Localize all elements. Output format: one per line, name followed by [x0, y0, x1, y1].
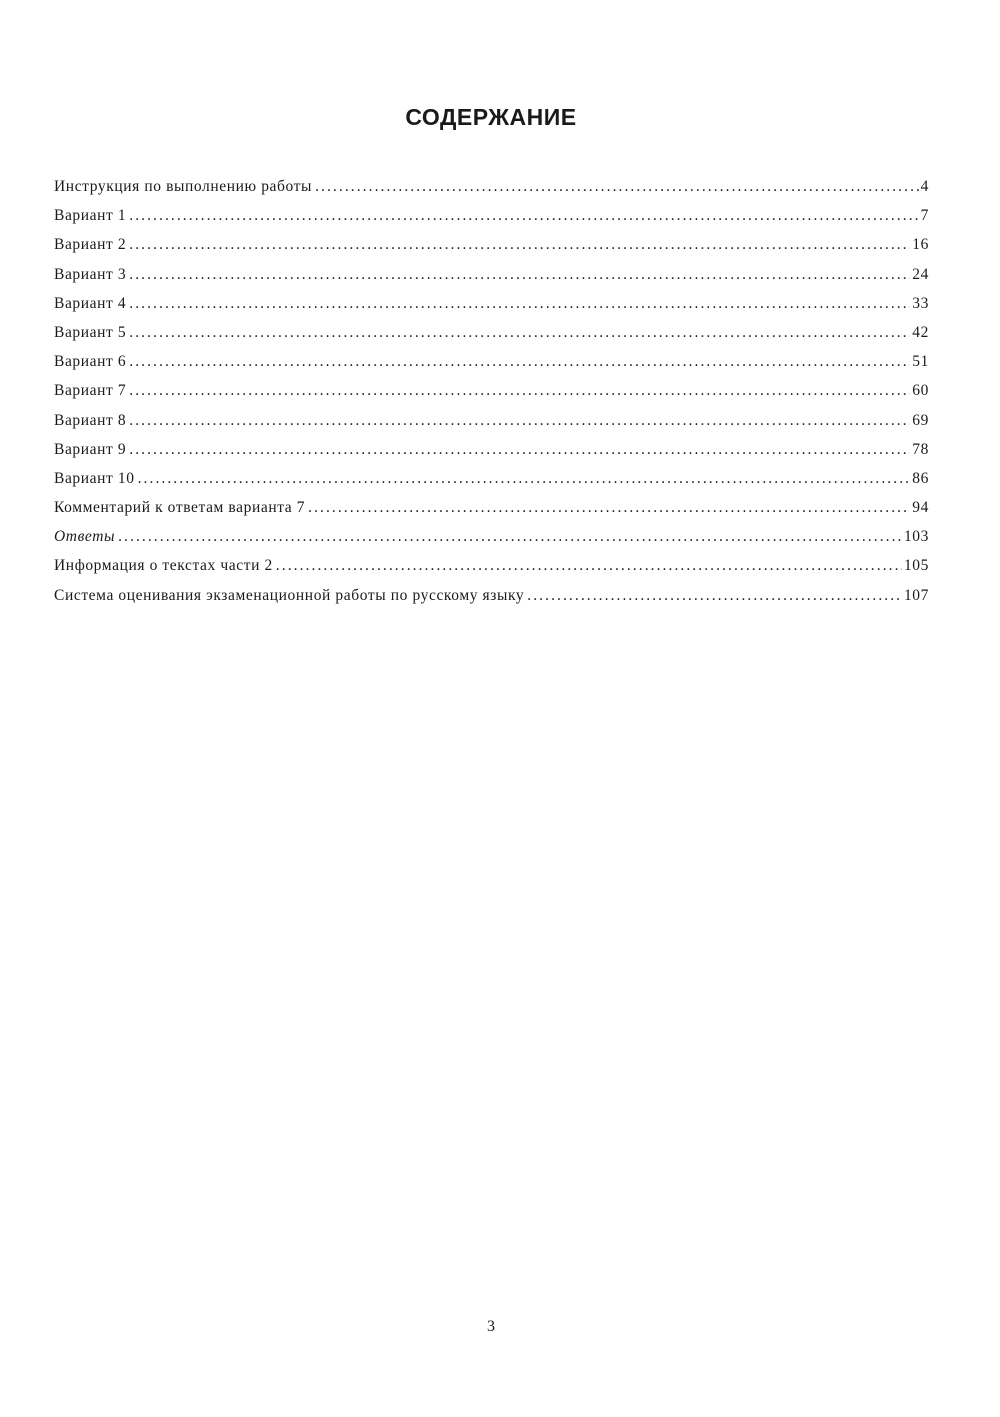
toc-entry-page: 51: [912, 353, 929, 371]
toc-entry-label: Комментарий к ответам варианта 7: [54, 499, 306, 517]
toc-entry-label: Вариант 4: [54, 294, 127, 312]
toc-entry-texts-info[interactable]: [54, 551, 929, 580]
toc-entry-label: Вариант 7: [54, 382, 127, 400]
toc-dot-leader: [308, 493, 910, 522]
toc-dot-leader: [129, 376, 910, 405]
toc-dot-leader: [118, 522, 902, 551]
toc-entry-label: Ответы: [54, 528, 116, 546]
table-of-contents: [54, 172, 929, 610]
toc-dot-leader: [138, 464, 911, 493]
toc-entry-variant-8[interactable]: [54, 406, 929, 435]
toc-entry-page: 60: [912, 382, 929, 400]
toc-entry-label: Вариант 2: [54, 236, 127, 254]
toc-entry-label: Информация о текстах части 2: [54, 557, 273, 575]
toc-entry-instructions[interactable]: [54, 172, 929, 201]
toc-entry-variant-3[interactable]: [54, 260, 929, 289]
toc-entry-page: 78: [912, 440, 929, 458]
page-title: СОДЕРЖАНИЕ: [405, 104, 577, 130]
toc-entry-page: 107: [903, 586, 929, 604]
toc-entry-page: 7: [920, 207, 929, 225]
toc-entry-variant-9[interactable]: [54, 435, 929, 464]
toc-entry-answers[interactable]: [54, 522, 929, 551]
toc-entry-label: Вариант 6: [54, 353, 127, 371]
toc-entry-variant-4[interactable]: [54, 289, 929, 318]
toc-dot-leader: [129, 406, 910, 435]
toc-entry-variant-10[interactable]: [54, 464, 929, 493]
toc-entry-label: Инструкция по выполнению работы: [54, 178, 313, 195]
toc-dot-leader: [527, 581, 902, 610]
toc-entry-page: 33: [912, 294, 929, 312]
toc-dot-leader: [129, 260, 910, 289]
toc-entry-label: Вариант 9: [54, 440, 127, 458]
toc-entry-page: 4: [920, 178, 929, 195]
toc-entry-page: 42: [912, 323, 929, 341]
toc-entry-page: 86: [912, 469, 929, 487]
toc-entry-variant-1[interactable]: [54, 201, 929, 230]
toc-entry-variant-6[interactable]: [54, 347, 929, 376]
toc-entry-page: 69: [912, 411, 929, 429]
toc-dot-leader: [129, 318, 910, 347]
toc-entry-page: 103: [903, 528, 929, 546]
toc-entry-label: Вариант 5: [54, 323, 127, 341]
toc-entry-page: 16: [912, 236, 929, 254]
toc-dot-leader: [129, 435, 910, 464]
toc-entry-label: Вариант 1: [54, 207, 127, 225]
toc-dot-leader: [315, 172, 919, 201]
toc-entry-label: Вариант 3: [54, 265, 127, 283]
toc-entry-variant-5[interactable]: [54, 318, 929, 347]
toc-dot-leader: [129, 289, 910, 318]
toc-entry-label: Вариант 8: [54, 411, 127, 429]
toc-entry-commentary[interactable]: [54, 493, 929, 522]
toc-entry-page: 94: [912, 499, 929, 517]
toc-dot-leader: [129, 230, 910, 259]
toc-dot-leader: [129, 201, 918, 230]
toc-entry-page: 105: [903, 557, 929, 575]
page-number: 3: [487, 1318, 495, 1335]
toc-entry-page: 24: [912, 265, 929, 283]
toc-entry-variant-7[interactable]: [54, 376, 929, 405]
toc-entry-variant-2[interactable]: [54, 230, 929, 259]
toc-dot-leader: [129, 347, 910, 376]
toc-entry-label: Вариант 10: [54, 469, 135, 487]
toc-entry-label: Система оценивания экзаменационной работы по русскому языку: [54, 586, 525, 604]
toc-entry-grading-system[interactable]: [54, 581, 929, 610]
toc-dot-leader: [276, 551, 902, 580]
